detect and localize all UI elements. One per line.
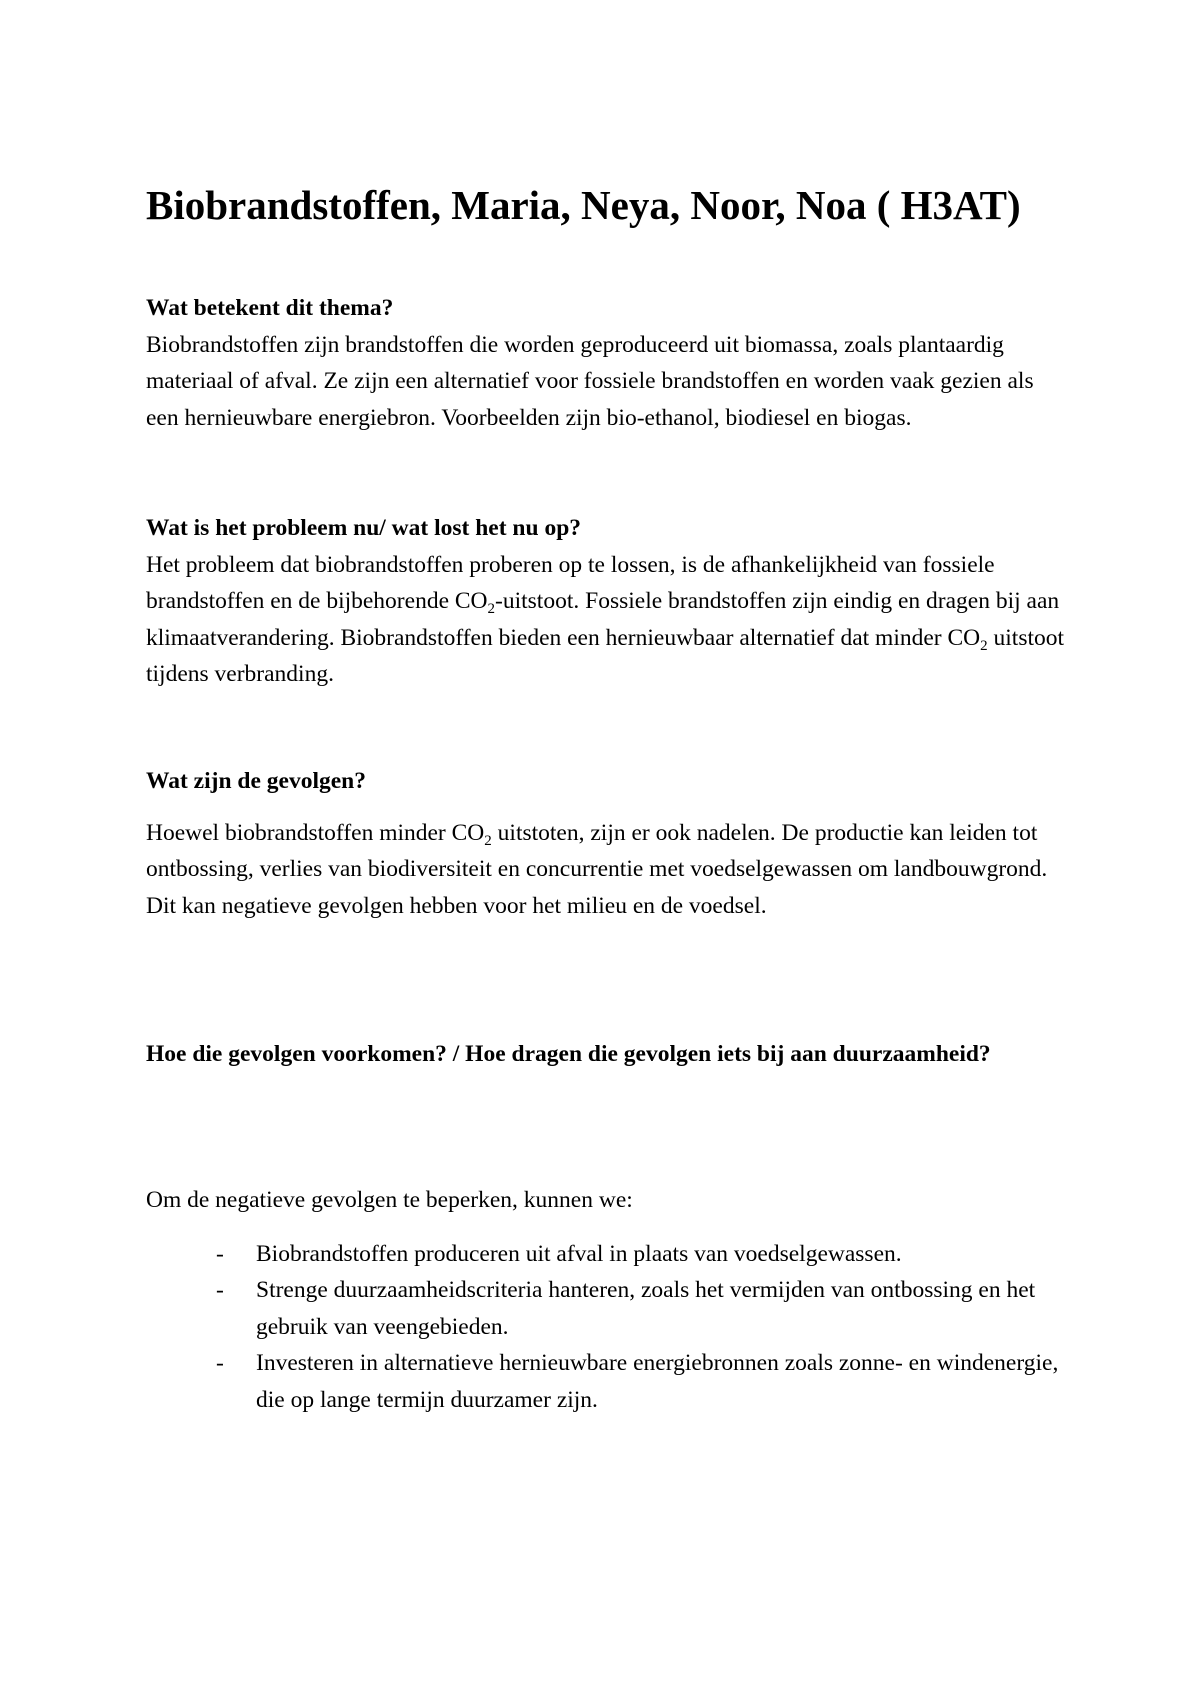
bullet-dash: - <box>216 1350 224 1376</box>
section-meaning <box>146 290 1066 436</box>
paragraph-text: uitstoot tijdens verbranding. <box>146 624 1065 687</box>
list-item <box>146 1272 1066 1345</box>
section-prevention <box>146 1034 1026 1074</box>
list-item <box>146 1236 1066 1273</box>
section-heading: Wat betekent dit thema? <box>146 295 394 321</box>
section-paragraph <box>146 547 1066 693</box>
list-item <box>146 1345 1066 1418</box>
bullet-dash: - <box>216 1277 224 1303</box>
measures-list <box>146 1236 1066 1419</box>
section-heading: Wat is het probleem nu/ wat lost het nu op? <box>146 515 582 541</box>
subscript: 2 <box>487 601 496 617</box>
paragraph-text: uitstoten, zijn er ook nadelen. De productie kan leiden tot ontbossing, verlies van biodiversiteit en concurrentie met voedselgewassen om landbouwgrond. Dit kan negatieve gevolgen hebben voor het milieu en de voedsel. <box>146 819 1048 919</box>
subscript: 2 <box>484 832 492 849</box>
list-item-text: Biobrandstoffen produceren uit afval in plaats van voedselgewassen. <box>256 1240 902 1267</box>
section-heading: Wat zijn de gevolgen? <box>146 768 366 794</box>
section-consequences <box>146 763 1066 924</box>
section-problem <box>146 510 1066 693</box>
paragraph-text: Het probleem dat biobrandstoffen proberen op te lossen, is de afhankelijkheid van fossiele brandstoffen en de bijbehorende CO <box>146 551 995 614</box>
paragraph-text: Hoewel biobrandstoffen minder CO <box>146 819 485 846</box>
list-item-text: Strenge duurzaamheidscriteria hanteren, zoals het vermijden van ontbossing en het gebruik van veengebieden. <box>256 1277 1036 1340</box>
section-paragraph <box>146 815 1066 925</box>
list-intro: Om de negatieve gevolgen te beperken, kunnen we: <box>146 1187 633 1213</box>
section-prevention-body <box>146 1182 1066 1418</box>
section-paragraph: Biobrandstoffen zijn brandstoffen die worden geproduceerd uit biomassa, zoals plantaardig materiaal of afval. Ze zijn een alternatief voor fossiele brandstoffen en worden vaak gezien als een hernieuwbare energiebron. Voorbeelden zijn bio-ethanol, biodiesel en biogas. <box>146 331 1034 431</box>
section-heading: Hoe die gevolgen voorkomen? / Hoe dragen die gevolgen iets bij aan duurzaamheid? <box>146 1041 991 1067</box>
bullet-dash: - <box>216 1240 224 1267</box>
list-item-text: Investeren in alternatieve hernieuwbare energiebronnen zoals zonne- en windenergie, die op lange termijn duurzamer zijn. <box>256 1350 1059 1413</box>
document-title: Biobrandstoffen, Maria, Neya, Noor, Noa ( H3AT) <box>146 182 1021 228</box>
subscript: 2 <box>980 637 988 654</box>
paragraph-text: -uitstoot. Fossiele brandstoffen zijn eindig en dragen bij aan klimaatverandering. Biobrandstoffen bieden een hernieuwbaar alternatief dat minder CO <box>146 588 1060 651</box>
